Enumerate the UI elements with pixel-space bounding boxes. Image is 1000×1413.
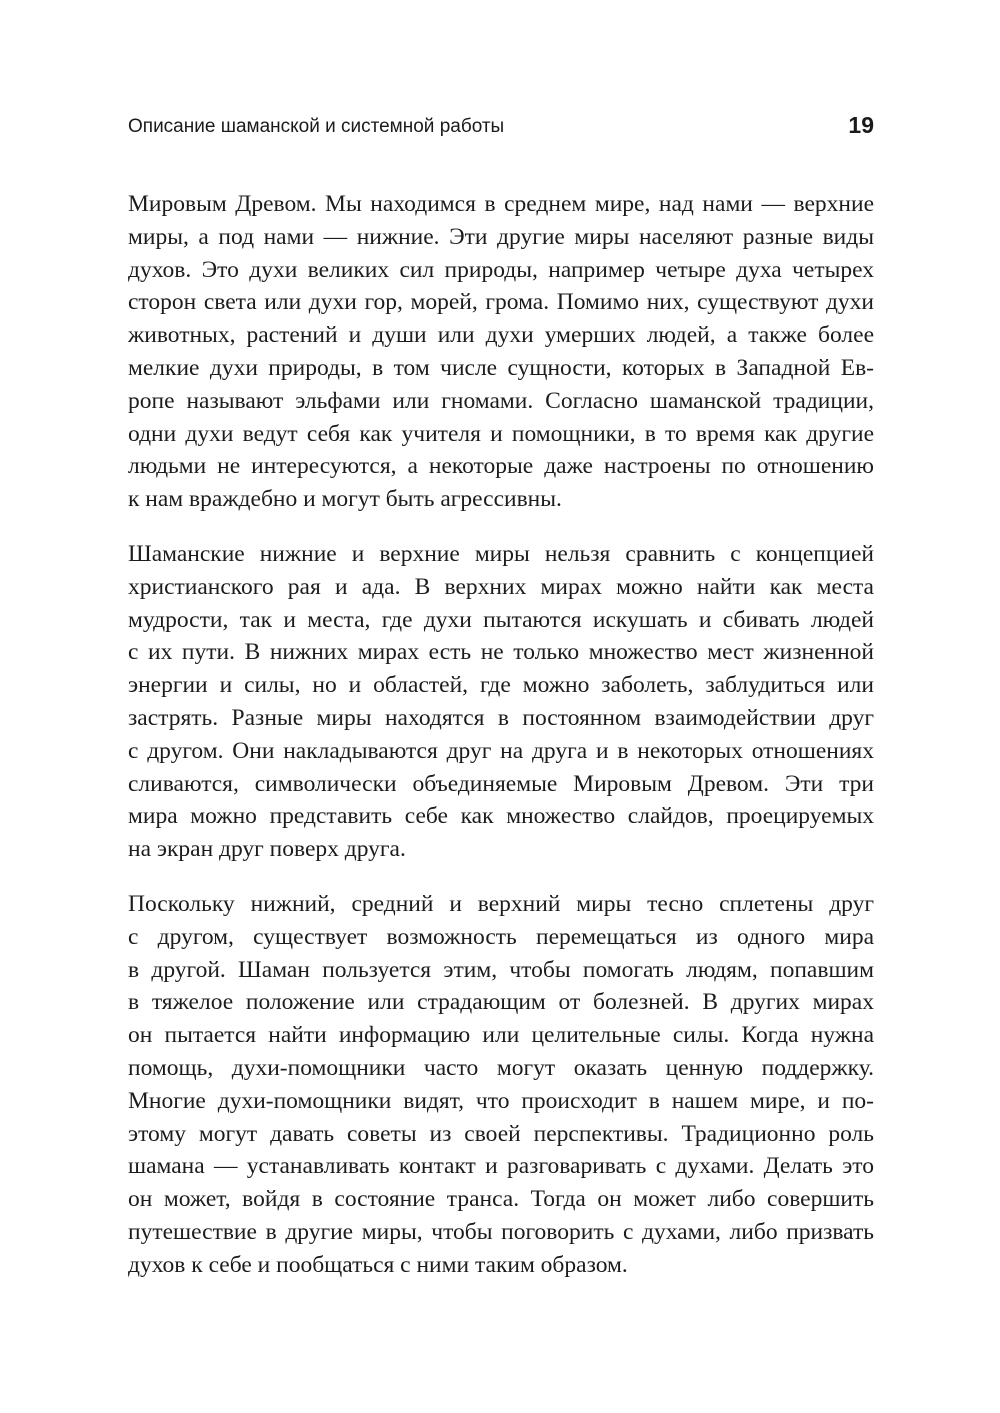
paragraph [128,538,874,866]
text-line: христианского рая и ада. В верхних мирах можно найти как места [128,573,874,600]
text-line: Многие духи-помощники видят, что происходит в нашем мире, и по- [128,1087,874,1114]
text-line: этому могут давать советы из своей перспективы. Традиционно роль [128,1120,874,1147]
text-line: на экран друг поверх друга. [128,836,406,863]
text-line: Поскольку нижний, средний и верхний миры тесно сплетены друг [128,890,874,917]
text-line: помощь, духи-помощники часто могут оказать ценную поддержку. [128,1054,874,1081]
text-line: Мировым Древом. Мы находимся в среднем мире, над нами — верхние [128,191,874,217]
running-header-title: Описание шаманской и системной работы [128,116,505,137]
text-line: в другой. Шаман пользуется этим, чтобы помогать людям, попавшим [128,956,874,983]
paragraph [128,188,874,516]
text-line: с другом, существует возможность перемещаться из одного мира [128,923,874,950]
body-text [128,188,874,1282]
text-line: в тяжелое положение или страдающим от болезней. В других мирах [128,989,874,1016]
text-line: ропе называют эльфами или гномами. Согласно шаманской традиции, [128,387,874,414]
text-line: миры, а под нами — нижние. Эти другие миры населяют разные виды [128,223,874,250]
text-line: сторон света или духи гор, морей, грома. Помимо них, существуют духи [128,289,874,316]
text-line: мелкие духи природы, в том числе сущности, которых в Западной Ев- [128,354,874,381]
text-line: Шаманские нижние и верхние миры нельзя сравнить с концепцией [128,540,874,567]
text-line: мира можно представить себе как множество слайдов, проецируемых [128,803,874,830]
text-line: духов. Это духи великих сил природы, например четыре духа четырех [128,256,874,283]
text-line: застрять. Разные миры находятся в постоянном взаимодействии друг [128,704,874,731]
text-line: шамана — устанавливать контакт и разговаривать с духами. Делать это [128,1153,874,1180]
text-line: с их пути. В нижних мирах есть не только множество мест жизненной [128,639,874,666]
text-line: одни духи ведут себя как учителя и помощники, в то время как другие [128,420,874,447]
text-line: мудрости, так и места, где духи пытаются искушать и сбивать людей [128,606,874,633]
text-line: людьми не интересуются, а некоторые даже настроены по отношению [128,453,874,480]
text-line: к нам враждебно и могут быть агрессивны. [128,486,562,513]
text-line: духов к себе и пообщаться с ними таким образом. [128,1251,628,1278]
text-line: сливаются, символически объединяемые Мировым Древом. Эти три [128,770,874,797]
text-line: путешествие в другие миры, чтобы поговорить с духами, либо призвать [128,1218,874,1245]
text-line: с другом. Они накладываются друг на друга и в некоторых отношениях [128,737,874,764]
text-line: животных, растений и души или духи умерших людей, а также более [128,322,874,349]
text-line: он может, войдя в состояние транса. Тогда он может либо совершить [128,1186,874,1213]
running-header [128,110,874,142]
page-number: 19 [848,112,874,138]
text-line: он пытается найти информацию или целительные силы. Когда нужна [128,1022,874,1049]
text-line: энергии и силы, но и областей, где можно заболеть, заблудиться или [128,672,874,699]
paragraph [128,888,874,1282]
